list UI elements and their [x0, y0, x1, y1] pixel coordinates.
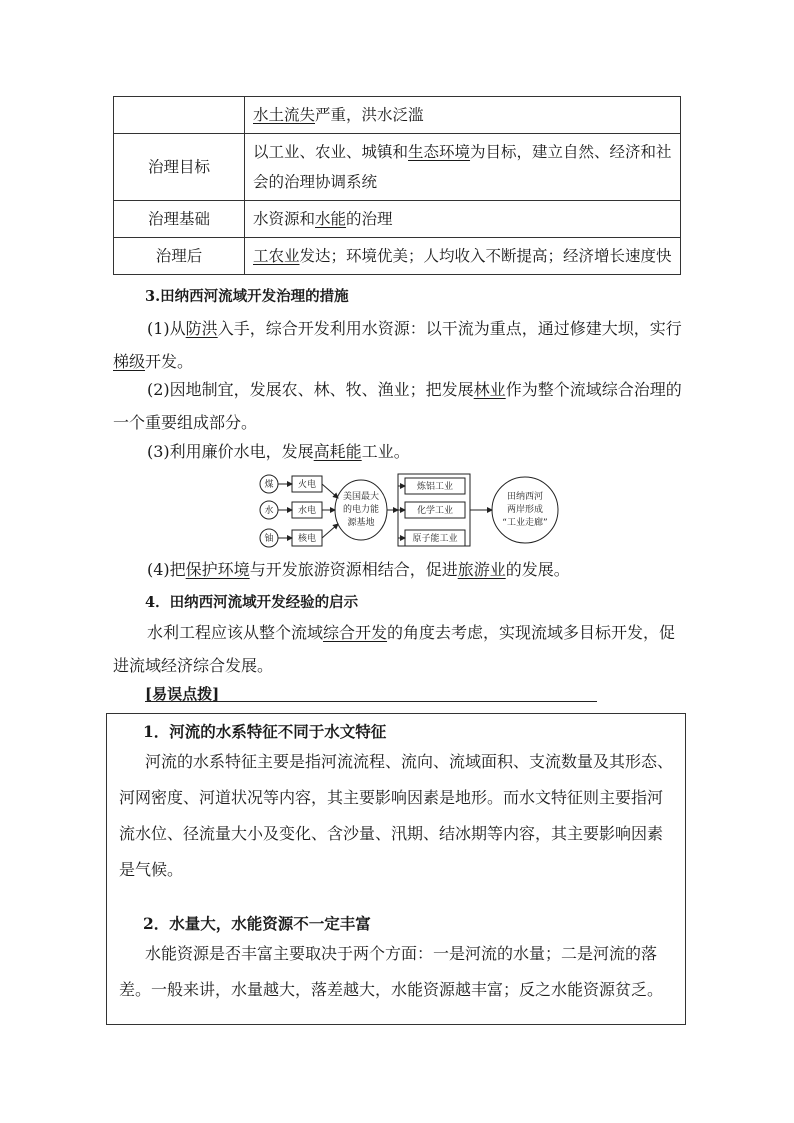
text: 工业。 [361, 442, 410, 461]
underlined-term: 水土流失 [253, 106, 316, 124]
power-industry-diagram [255, 470, 570, 550]
tips-rule [145, 701, 597, 702]
text: 与开发旅游资源相结合，促进 [249, 560, 458, 579]
text: 为目标，建立自然、经济和社会的治理协调系统 [253, 143, 672, 191]
row-content [245, 238, 681, 275]
text: 以工业、农业、城镇和 [253, 143, 409, 161]
row-content [245, 134, 681, 201]
text: 发达；环境优美；人均收入不断提高；经济增长速度快 [299, 247, 672, 265]
text: (4)把 [147, 560, 186, 579]
paragraph-1 [113, 312, 685, 378]
source-label: 铀 [264, 534, 274, 544]
governance-table [113, 96, 681, 275]
table-row [114, 238, 681, 275]
underlined-term: 高耗能 [313, 442, 362, 461]
text: 开发。 [145, 352, 194, 371]
text: 水能资源是否丰富主要取决于两个方面：一是河流的水量；二是河流的落差。一般来讲，水量越大，落差越大，水能资源越丰富；反之水能资源贫乏。 [119, 944, 664, 999]
industry-label: 炼铝工业 [416, 482, 454, 492]
underlined-term: 旅游业 [457, 560, 506, 579]
text: 的发展。 [505, 560, 570, 579]
tip-text [119, 744, 675, 888]
industry-label: 化学工业 [416, 506, 454, 516]
table-row [114, 134, 681, 201]
tip-heading: 1．河流的水系特征不同于水文特征 [143, 722, 387, 741]
text: 的治理 [346, 210, 393, 228]
row-content [245, 97, 681, 134]
source-label: 水 [264, 506, 274, 516]
industry-label: 原子能工业 [412, 534, 458, 544]
row-label [114, 97, 245, 134]
text: 严重，洪水泛滥 [315, 106, 424, 124]
center-label: 美国最大 [342, 492, 380, 502]
paragraph-2 [113, 373, 685, 439]
tip-heading: 2．水量大，水能资源不一定丰富 [143, 914, 371, 933]
text: 入手，综合开发利用水资源：以干流为重点，通过修建大坝，实行 [217, 319, 682, 338]
center-label: 的电力能 [342, 505, 380, 515]
plant-label: 水电 [297, 506, 317, 516]
underlined-term: 工农业 [253, 247, 300, 265]
table-row [114, 201, 681, 238]
row-label: 治理基础 [114, 201, 245, 238]
underlined-term: 生态环境 [408, 143, 471, 161]
underlined-term: 综合开发 [323, 623, 388, 642]
underlined-term: 保护环境 [185, 560, 250, 579]
text: (1)从 [147, 319, 186, 338]
row-label: 治理后 [114, 238, 245, 275]
table-row [114, 97, 681, 134]
text: 作为整个流域综合治理的一个重要组成部分。 [113, 380, 682, 432]
text: 水资源和 [253, 210, 316, 228]
center-label: 源基地 [347, 518, 375, 528]
tip-text [119, 936, 675, 1008]
underlined-term: 林业 [473, 380, 506, 399]
text: 水利工程应该从整个流域 [147, 623, 324, 642]
text: (2)因地制宜，发展农、林、牧、渔业；把发展 [147, 380, 474, 399]
paragraph-3 [113, 435, 685, 468]
underlined-term: 梯级 [113, 352, 146, 371]
tips-label: [易误点拨] [145, 685, 220, 703]
text: 的角度去考虑，实现流域多目标开发，促进流域经济综合发展。 [113, 623, 676, 675]
underlined-term: 防洪 [185, 319, 218, 338]
result-label: 两岸形成 [506, 505, 544, 515]
source-label: 煤 [264, 480, 274, 490]
paragraph-4 [113, 553, 685, 586]
row-content [245, 201, 681, 238]
underlined-term: 水能 [315, 210, 347, 228]
result-label: 田纳西河 [506, 492, 544, 502]
plant-label: 火电 [297, 480, 317, 490]
paragraph-5 [113, 616, 685, 682]
row-label: 治理目标 [114, 134, 245, 201]
section-heading: 3.田纳西河流域开发治理的措施 [145, 288, 349, 305]
plant-label: 核电 [297, 534, 317, 544]
tips-box [106, 713, 686, 1025]
section-heading: 4．田纳西河流域开发经验的启示 [145, 594, 359, 611]
text: 河流的水系特征主要是指河流流程、流向、流域面积、支流数量及其形态、河网密度、河道状况等内容，其主要影响因素是地形。而水文特征则主要指河流水位、径流量大小及变化、含沙量、汛期、结冰期等内容，其主要影响因素是气候。 [119, 752, 674, 879]
result-label: “工业走廊” [502, 518, 548, 528]
text: (3)利用廉价水电，发展 [147, 442, 314, 461]
